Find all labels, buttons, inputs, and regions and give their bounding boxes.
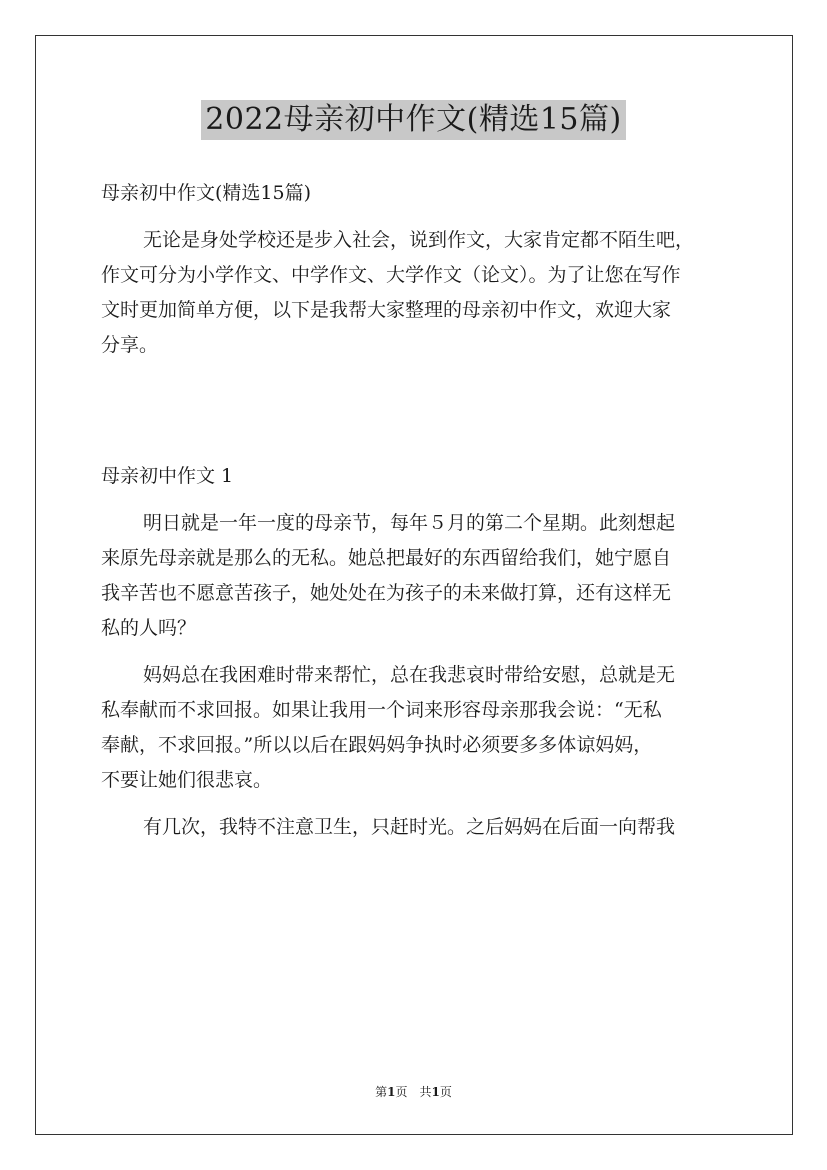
title-container — [0, 100, 827, 140]
text-line[interactable]: 私的人吗？ — [101, 617, 197, 639]
text-line[interactable]: 有几次，我特不注意卫生，只赶时光。之后妈妈在后面一向帮我 — [143, 816, 676, 838]
page-suffix: 页 — [439, 1085, 452, 1099]
page-mid: 页 共 — [395, 1085, 432, 1099]
document-subtitle[interactable]: 母亲初中作文(精选15篇) — [101, 182, 312, 204]
spacer — [101, 211, 741, 223]
paragraph-2 — [101, 658, 741, 798]
text-line[interactable]: 不要让她们很悲哀。 — [101, 769, 273, 791]
spacer — [101, 411, 741, 459]
text-line[interactable]: 来原先母亲就是那么的无私。她总把最好的东西留给我们，她宁愿自 — [101, 547, 672, 569]
spacer — [101, 798, 741, 810]
section-heading[interactable]: 母亲初中作文 1 — [101, 465, 234, 487]
text-line[interactable]: 无论是身处学校还是步入社会，说到作文，大家肯定都不陌生吧， — [143, 229, 695, 251]
intro-paragraph — [101, 223, 741, 363]
document-body — [101, 176, 741, 845]
spacer — [101, 494, 741, 506]
page-total-number: 1 — [431, 1085, 440, 1099]
text-line[interactable]: 私奉献而不求回报。如果让我用一个词来形容母亲那我会说：“无私 — [101, 699, 662, 721]
page-current-number: 1 — [387, 1085, 396, 1099]
paragraph-3 — [101, 810, 741, 845]
text-line[interactable]: 我辛苦也不愿意苦孩子，她处处在为孩子的未来做打算，还有这样无 — [101, 582, 672, 604]
text-line[interactable]: 分享。 — [101, 334, 159, 356]
spacer — [101, 646, 741, 658]
page-prefix: 第 — [375, 1085, 388, 1099]
text-line[interactable]: 明日就是一年一度的母亲节，每年５月的第二个星期。此刻想起 — [143, 512, 676, 534]
paragraph-1 — [101, 506, 741, 646]
page-footer — [0, 1083, 827, 1101]
text-line[interactable]: 奉献，不求回报。”所以以后在跟妈妈争执时必须要多多体谅妈妈， — [101, 734, 653, 756]
text-line[interactable]: 文时更加简单方便，以下是我帮大家整理的母亲初中作文，欢迎大家 — [101, 299, 672, 321]
text-line[interactable]: 妈妈总在我困难时带来帮忙，总在我悲哀时带给安慰，总就是无 — [143, 664, 676, 686]
text-line[interactable]: 作文可分为小学作文、中学作文、大学作文（论文）。为了让您在写作 — [101, 264, 681, 286]
document-title[interactable]: 2022母亲初中作文(精选15篇) — [201, 100, 625, 140]
spacer — [101, 363, 741, 411]
